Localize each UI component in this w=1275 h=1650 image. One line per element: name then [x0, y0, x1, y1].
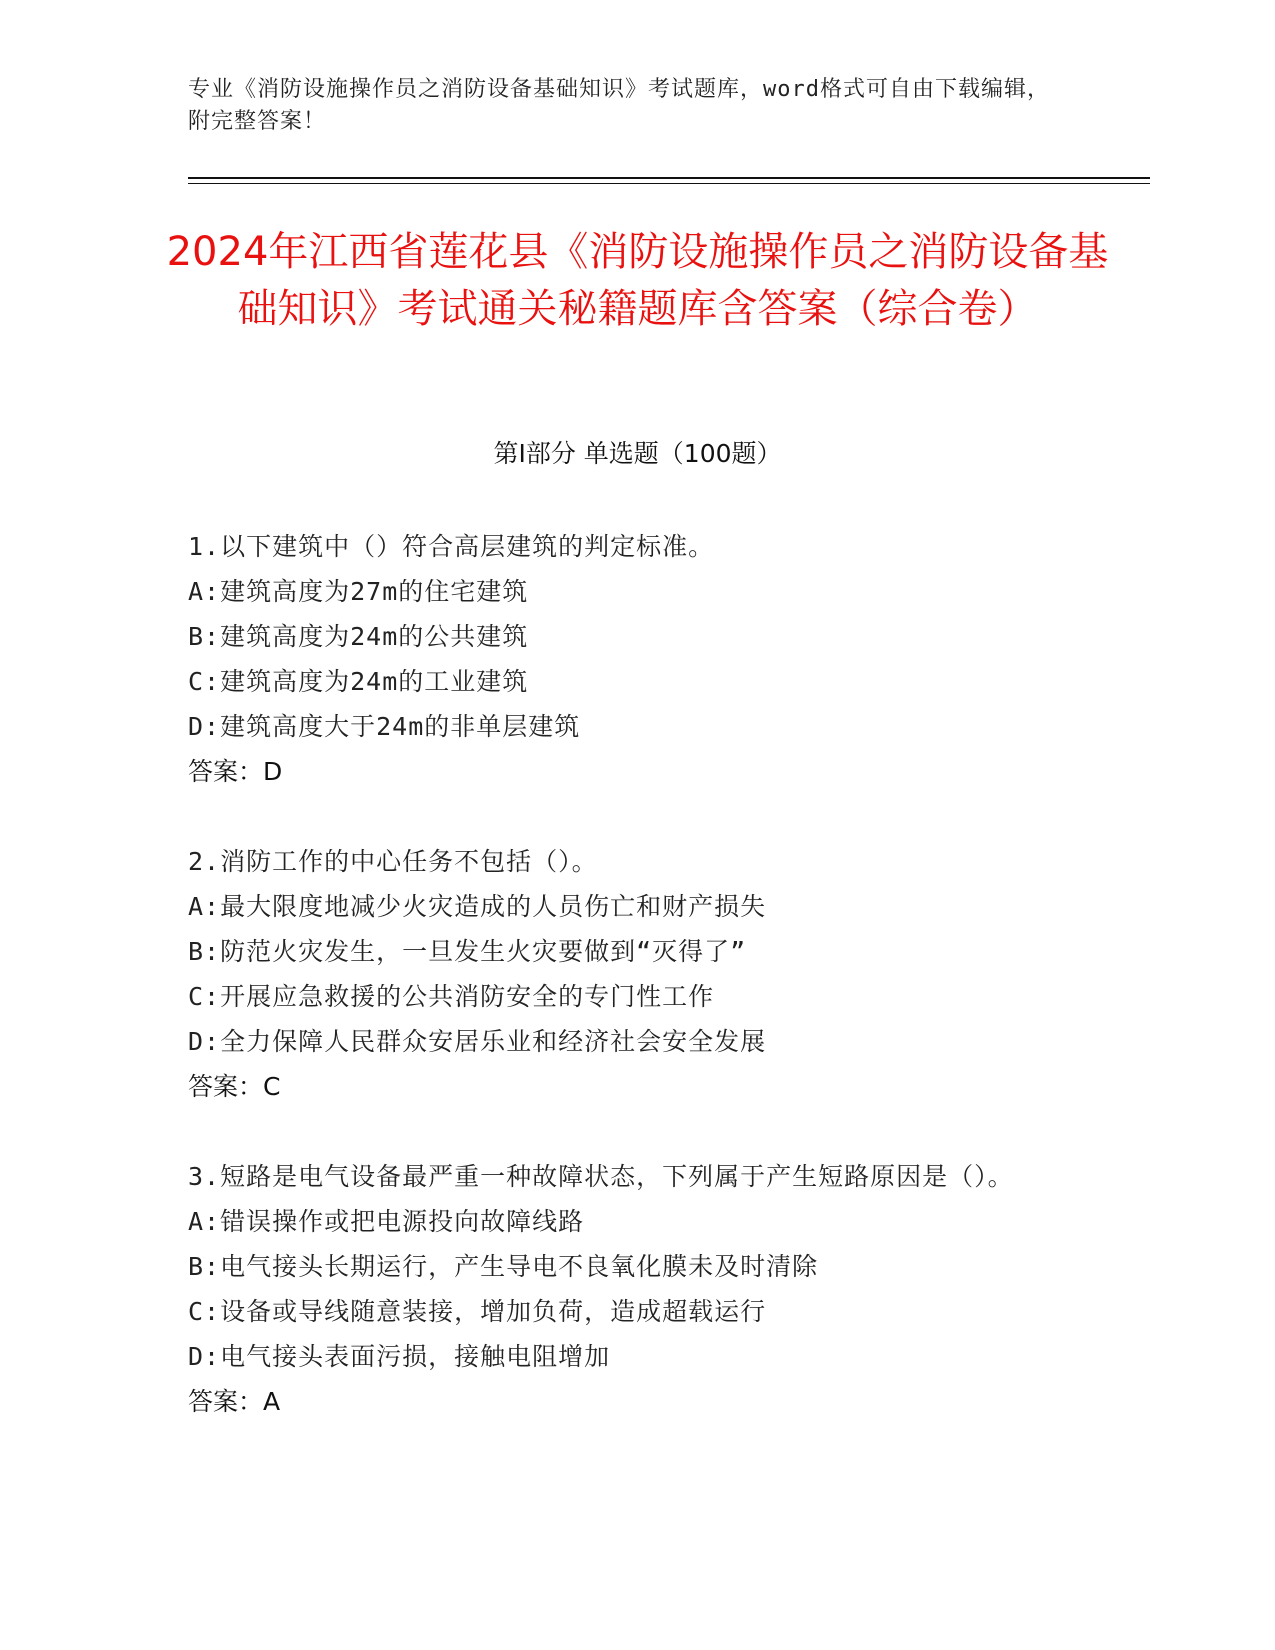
- question-option-a: A:错误操作或把电源投向故障线路: [188, 1207, 585, 1236]
- section-heading: 第Ⅰ部分 单选题（100题）: [493, 439, 782, 468]
- header-divider-thin: [188, 183, 1150, 184]
- question-option-c: C:开展应急救援的公共消防安全的专门性工作: [188, 982, 715, 1011]
- question-option-d: D:电气接头表面污损，接触电阻增加: [188, 1342, 611, 1371]
- question-stem: 2.消防工作的中心任务不包括（）。: [188, 847, 598, 876]
- question-stem: 1.以下建筑中（）符合高层建筑的判定标准。: [188, 532, 715, 561]
- header-divider-thick: [188, 177, 1150, 179]
- question-item: [188, 840, 1068, 1109]
- question-option-c: C:设备或导线随意装接，增加负荷，造成超载运行: [188, 1297, 767, 1326]
- question-option-b: B:电气接头长期运行，产生导电不良氧化膜未及时清除: [188, 1252, 819, 1281]
- question-stem: 3.短路是电气设备最严重一种故障状态，下列属于产生短路原因是（）。: [188, 1162, 1014, 1191]
- question-option-c: C:建筑高度为24m的工业建筑: [188, 667, 529, 696]
- question-option-a: A:建筑高度为27m的住宅建筑: [188, 577, 529, 606]
- question-option-b: B:建筑高度为24m的公共建筑: [188, 622, 529, 651]
- question-option-b: B:防范火灾发生，一旦发生火灾要做到“灭得了”: [188, 937, 747, 966]
- question-item: [188, 1155, 1068, 1424]
- question-option-d: D:建筑高度大于24m的非单层建筑: [188, 712, 581, 741]
- question-option-d: D:全力保障人民群众安居乐业和经济社会安全发展: [188, 1027, 767, 1056]
- header-note: 专业《消防设施操作员之消防设备基础知识》考试题库，word格式可自由下载编辑，附完整答案！: [188, 77, 1050, 134]
- question-item: [188, 525, 1068, 794]
- question-answer: 答案：A: [188, 1387, 281, 1416]
- question-option-a: A:最大限度地减少火灾造成的人员伤亡和财产损失: [188, 892, 767, 921]
- question-answer: 答案：D: [188, 757, 283, 786]
- question-answer: 答案：C: [188, 1072, 281, 1101]
- document-title: 2024年江西省莲花县《消防设施操作员之消防设备基础知识》考试通关秘籍题库含答案（综合卷）: [166, 229, 1109, 332]
